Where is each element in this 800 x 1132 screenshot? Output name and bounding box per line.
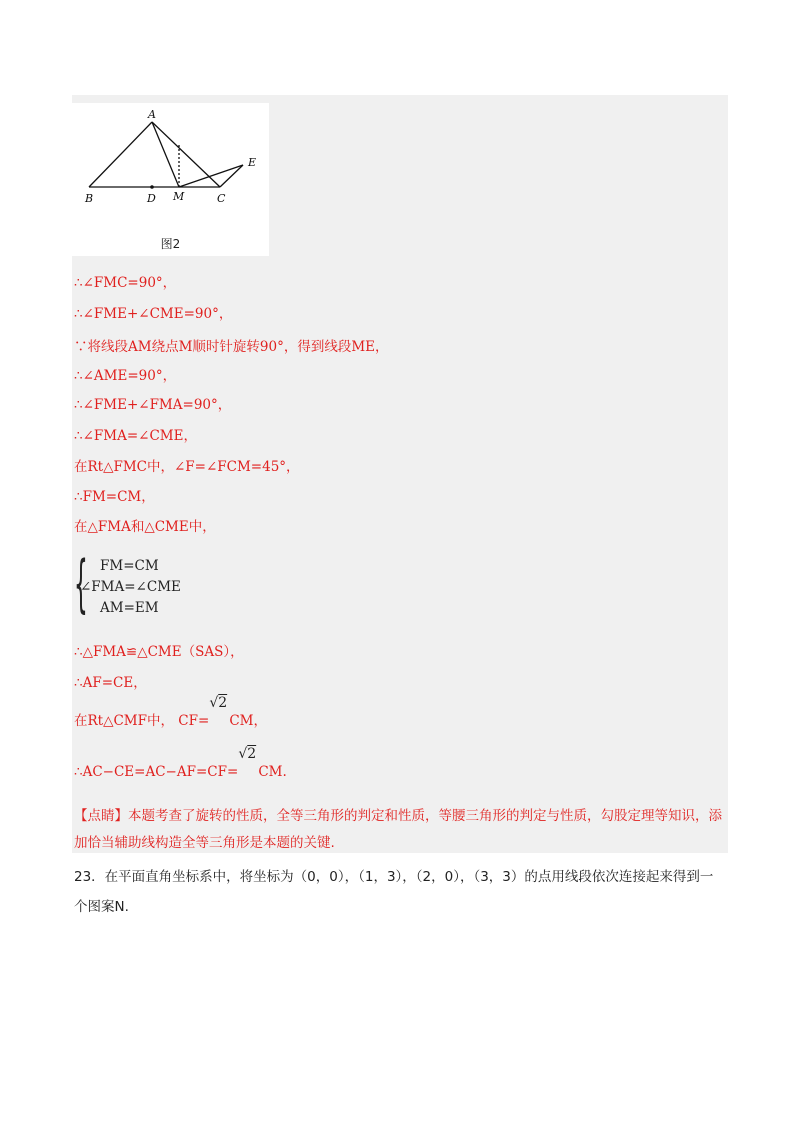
segment-ab [89, 122, 152, 187]
solution-line: ∴∠FME+∠CME=90°， [74, 306, 233, 322]
label-a: A [148, 108, 156, 121]
solution-line: ∴∠FMA=∠CME， [74, 428, 197, 444]
left-brace-icon: { [74, 547, 88, 620]
system-row: FM=CM [100, 558, 159, 574]
segment-am [152, 122, 179, 187]
solution-line: ∴△FMA≌△CME（SAS）， [74, 644, 244, 660]
cf-prefix: 在Rt△CMF中， [74, 713, 174, 729]
key-point-note [74, 803, 724, 857]
question-23: 23．在平面直角坐标系中，将坐标为（0，0），（1，3），（2，0），（3，3）的点用线段依次连接起来得到一个图案N. [74, 869, 714, 915]
final-suffix: CM. [258, 764, 287, 780]
cf-suffix: CM， [229, 713, 267, 729]
sqrt-radical: √2 [238, 746, 257, 762]
solution-line: ∴∠FME+∠FMA=90°， [74, 397, 232, 413]
note-text: 本题考查了旋转的性质，全等三角形的判定和性质，等腰三角形的判定与性质，勾股定理等知识，添加恰当辅助线构造全等三角形是本题的关键. [74, 808, 722, 851]
system-row: ∠FMA=∠CME [80, 579, 181, 595]
solution-line: 在Rt△FMC中，∠F=∠FCM=45°， [74, 459, 300, 475]
point-d [150, 185, 154, 189]
sqrt-radical: √2 [209, 695, 228, 711]
final-line [74, 746, 287, 781]
label-e: E [248, 156, 257, 169]
sqrt-expression [238, 746, 258, 781]
solution-line: ∴∠AME=90°， [74, 368, 177, 384]
solution-line: ∴AF=CE， [74, 675, 147, 691]
cf-expr: CF= [178, 713, 210, 729]
geometry-figure [72, 103, 269, 256]
label-b: B [85, 192, 94, 205]
cf-line [74, 695, 267, 730]
final-expr: ∴AC−CE=AC−AF=CF= [74, 764, 239, 780]
system-row: AM=EM [100, 600, 159, 616]
solution-line: ∴∠FMC=90°， [74, 275, 177, 291]
sqrt-expression [209, 695, 229, 730]
triangle-diagram [72, 103, 269, 233]
solution-line: ∴FM=CM， [74, 489, 155, 505]
solution-line: 在△FMA和△CME中， [74, 519, 216, 535]
solution-line: ∵将线段AM绕点M顺时针旋转90°，得到线段ME， [74, 339, 389, 355]
segment-me [179, 165, 243, 187]
figure-caption: 图2 [160, 237, 181, 251]
segment-ac [152, 122, 220, 187]
label-d: D [147, 192, 156, 205]
label-c: C [217, 192, 226, 205]
label-m: M [173, 190, 185, 203]
equation-system [74, 547, 274, 620]
note-tag: 【点睛】 [74, 808, 128, 824]
